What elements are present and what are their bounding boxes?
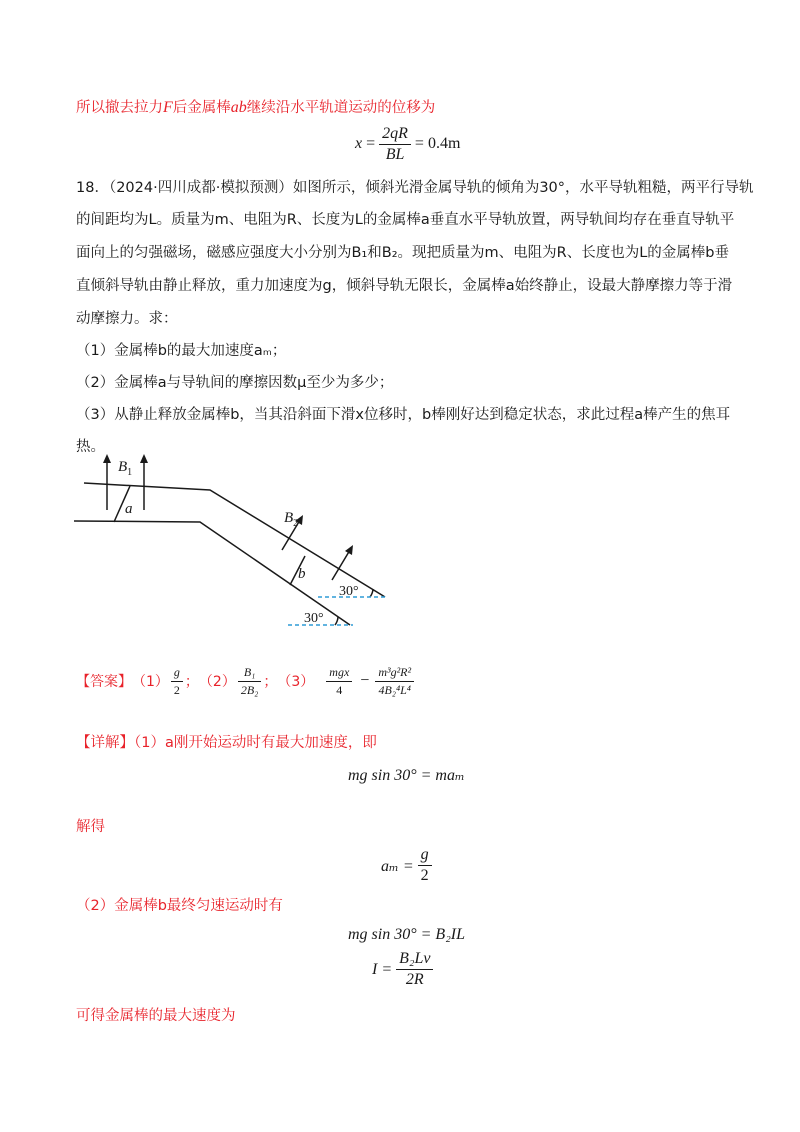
- eq4-lhs: I =: [372, 960, 393, 978]
- answer-3a-num: mgx: [326, 665, 352, 682]
- answer-3b-den: 4B₂⁴L⁴: [378, 682, 411, 697]
- detail-step-2: （2）金属棒b最终匀速运动时有: [76, 898, 283, 914]
- angle-label-upper: 30°: [339, 584, 359, 599]
- answer-3a-den: 4: [336, 682, 343, 697]
- question-1: （1）金属棒b的最大加速度aₘ；: [76, 343, 287, 359]
- answer-minus: −: [360, 672, 370, 689]
- answer-part-1: （1）: [132, 674, 169, 690]
- problem-line-5: 动摩擦力。求：: [76, 311, 178, 327]
- answer-part-2: （2）: [198, 674, 236, 690]
- eq2-num: g: [418, 846, 432, 866]
- equation-4: [372, 950, 433, 989]
- answer-1-fraction: [171, 665, 183, 698]
- answer-1-num: g: [171, 665, 183, 682]
- answer-3a-fraction: [326, 665, 352, 698]
- eq4-fraction: [396, 950, 433, 989]
- problem-line-4: 直倾斜导轨由静止释放，重力加速度为g，倾斜导轨无限长，金属棒a始终静止，设最大静摩擦力等于滑: [76, 278, 733, 294]
- angle-arc-upper: [370, 589, 373, 597]
- detail-tag: 【详解】: [76, 735, 134, 751]
- intro-line: [76, 98, 435, 118]
- intro-mid: 后金属棒: [172, 100, 231, 116]
- answer-3b-num: m³g²R²: [375, 665, 414, 682]
- symbol-ab: ab: [230, 99, 247, 116]
- lower-rail: [74, 521, 350, 625]
- label-b1: $B_1$: [118, 459, 133, 478]
- eq2-fraction: [418, 846, 432, 885]
- solve-label: 解得: [76, 819, 105, 835]
- answer-tag: 【答案】: [76, 674, 132, 690]
- symbol-F: F: [163, 99, 173, 116]
- answer-2-num: B₁: [238, 665, 262, 682]
- answer-line: [76, 658, 414, 704]
- eq4-den: 2R: [405, 971, 424, 988]
- label-a: a: [125, 501, 133, 517]
- answer-sep-1: ；: [184, 674, 199, 690]
- rail-diagram: [60, 450, 400, 635]
- answer-3b-fraction: [375, 665, 414, 698]
- answer-sep-2: ；: [263, 674, 278, 690]
- answer-1-den: 2: [173, 682, 180, 697]
- equation-1: mg sin 30° = maₘ: [348, 767, 465, 784]
- eq-x-num: 2qR: [379, 125, 411, 145]
- equation-x: x = $\frac{2qR}{BL}$ = 0.4m: [355, 125, 461, 163]
- question-2: （2）金属棒a与导轨间的摩擦因数μ至少为多少；: [76, 375, 394, 391]
- eq-x-fraction: [379, 125, 411, 164]
- angle-label-lower: 30°: [304, 611, 324, 626]
- eq2-den: 2: [420, 867, 429, 884]
- eq4-num: B₂Lv: [396, 950, 433, 970]
- problem-line-1: 18．（2024·四川成都·模拟预测）如图所示，倾斜光滑金属导轨的倾角为30°，水平导轨粗糙，两平行导轨: [76, 180, 754, 196]
- b2-arrowhead-right: [345, 545, 353, 555]
- detail-step-3: 可得金属棒的最大速度为: [76, 1008, 236, 1024]
- eq-x-den: BL: [385, 146, 405, 163]
- problem-line-3: 面向上的匀强磁场，磁感应强度大小分别为B₁和B₂。现把质量为m、电阻为R、长度也为L的金属棒b垂: [76, 245, 729, 261]
- eq-x-lhs: x: [355, 135, 363, 153]
- intro-suffix: 继续沿水平轨道运动的位移为: [246, 100, 436, 116]
- label-b2: $B_2$: [284, 510, 299, 529]
- answer-part-3: （3）: [277, 674, 315, 690]
- label-b: b: [298, 566, 306, 582]
- answer-2-den: 2B₂: [240, 682, 259, 697]
- eq-x-rhs: 0.4m: [427, 135, 461, 153]
- detail-line-1: [76, 733, 377, 753]
- b1-arrowhead-left: [103, 454, 111, 463]
- b2-arrow-right: [332, 550, 350, 580]
- answer-2-fraction: [238, 665, 262, 698]
- equation-2: [381, 846, 432, 885]
- intro-prefix: 所以撤去拉力: [76, 100, 163, 116]
- eq2-lhs: aₘ =: [381, 857, 414, 875]
- angle-arc-lower: [335, 617, 338, 625]
- b1-arrowhead-right: [140, 454, 148, 463]
- equation-3: mg sin 30° = B₂IL: [348, 926, 465, 943]
- detail-step-1: （1）a刚开始运动时有最大加速度，即: [134, 735, 377, 751]
- problem-line-2: 的间距均为L。质量为m、电阻为R、长度为L的金属棒a垂直水平导轨放置，两导轨间均存在垂直导轨平: [76, 212, 735, 228]
- question-3-line-2: 热。: [76, 439, 105, 455]
- question-3-line-1: （3）从静止释放金属棒b，当其沿斜面下滑x位移时，b棒刚好达到稳定状态，求此过程a棒产生的焦耳: [76, 407, 731, 423]
